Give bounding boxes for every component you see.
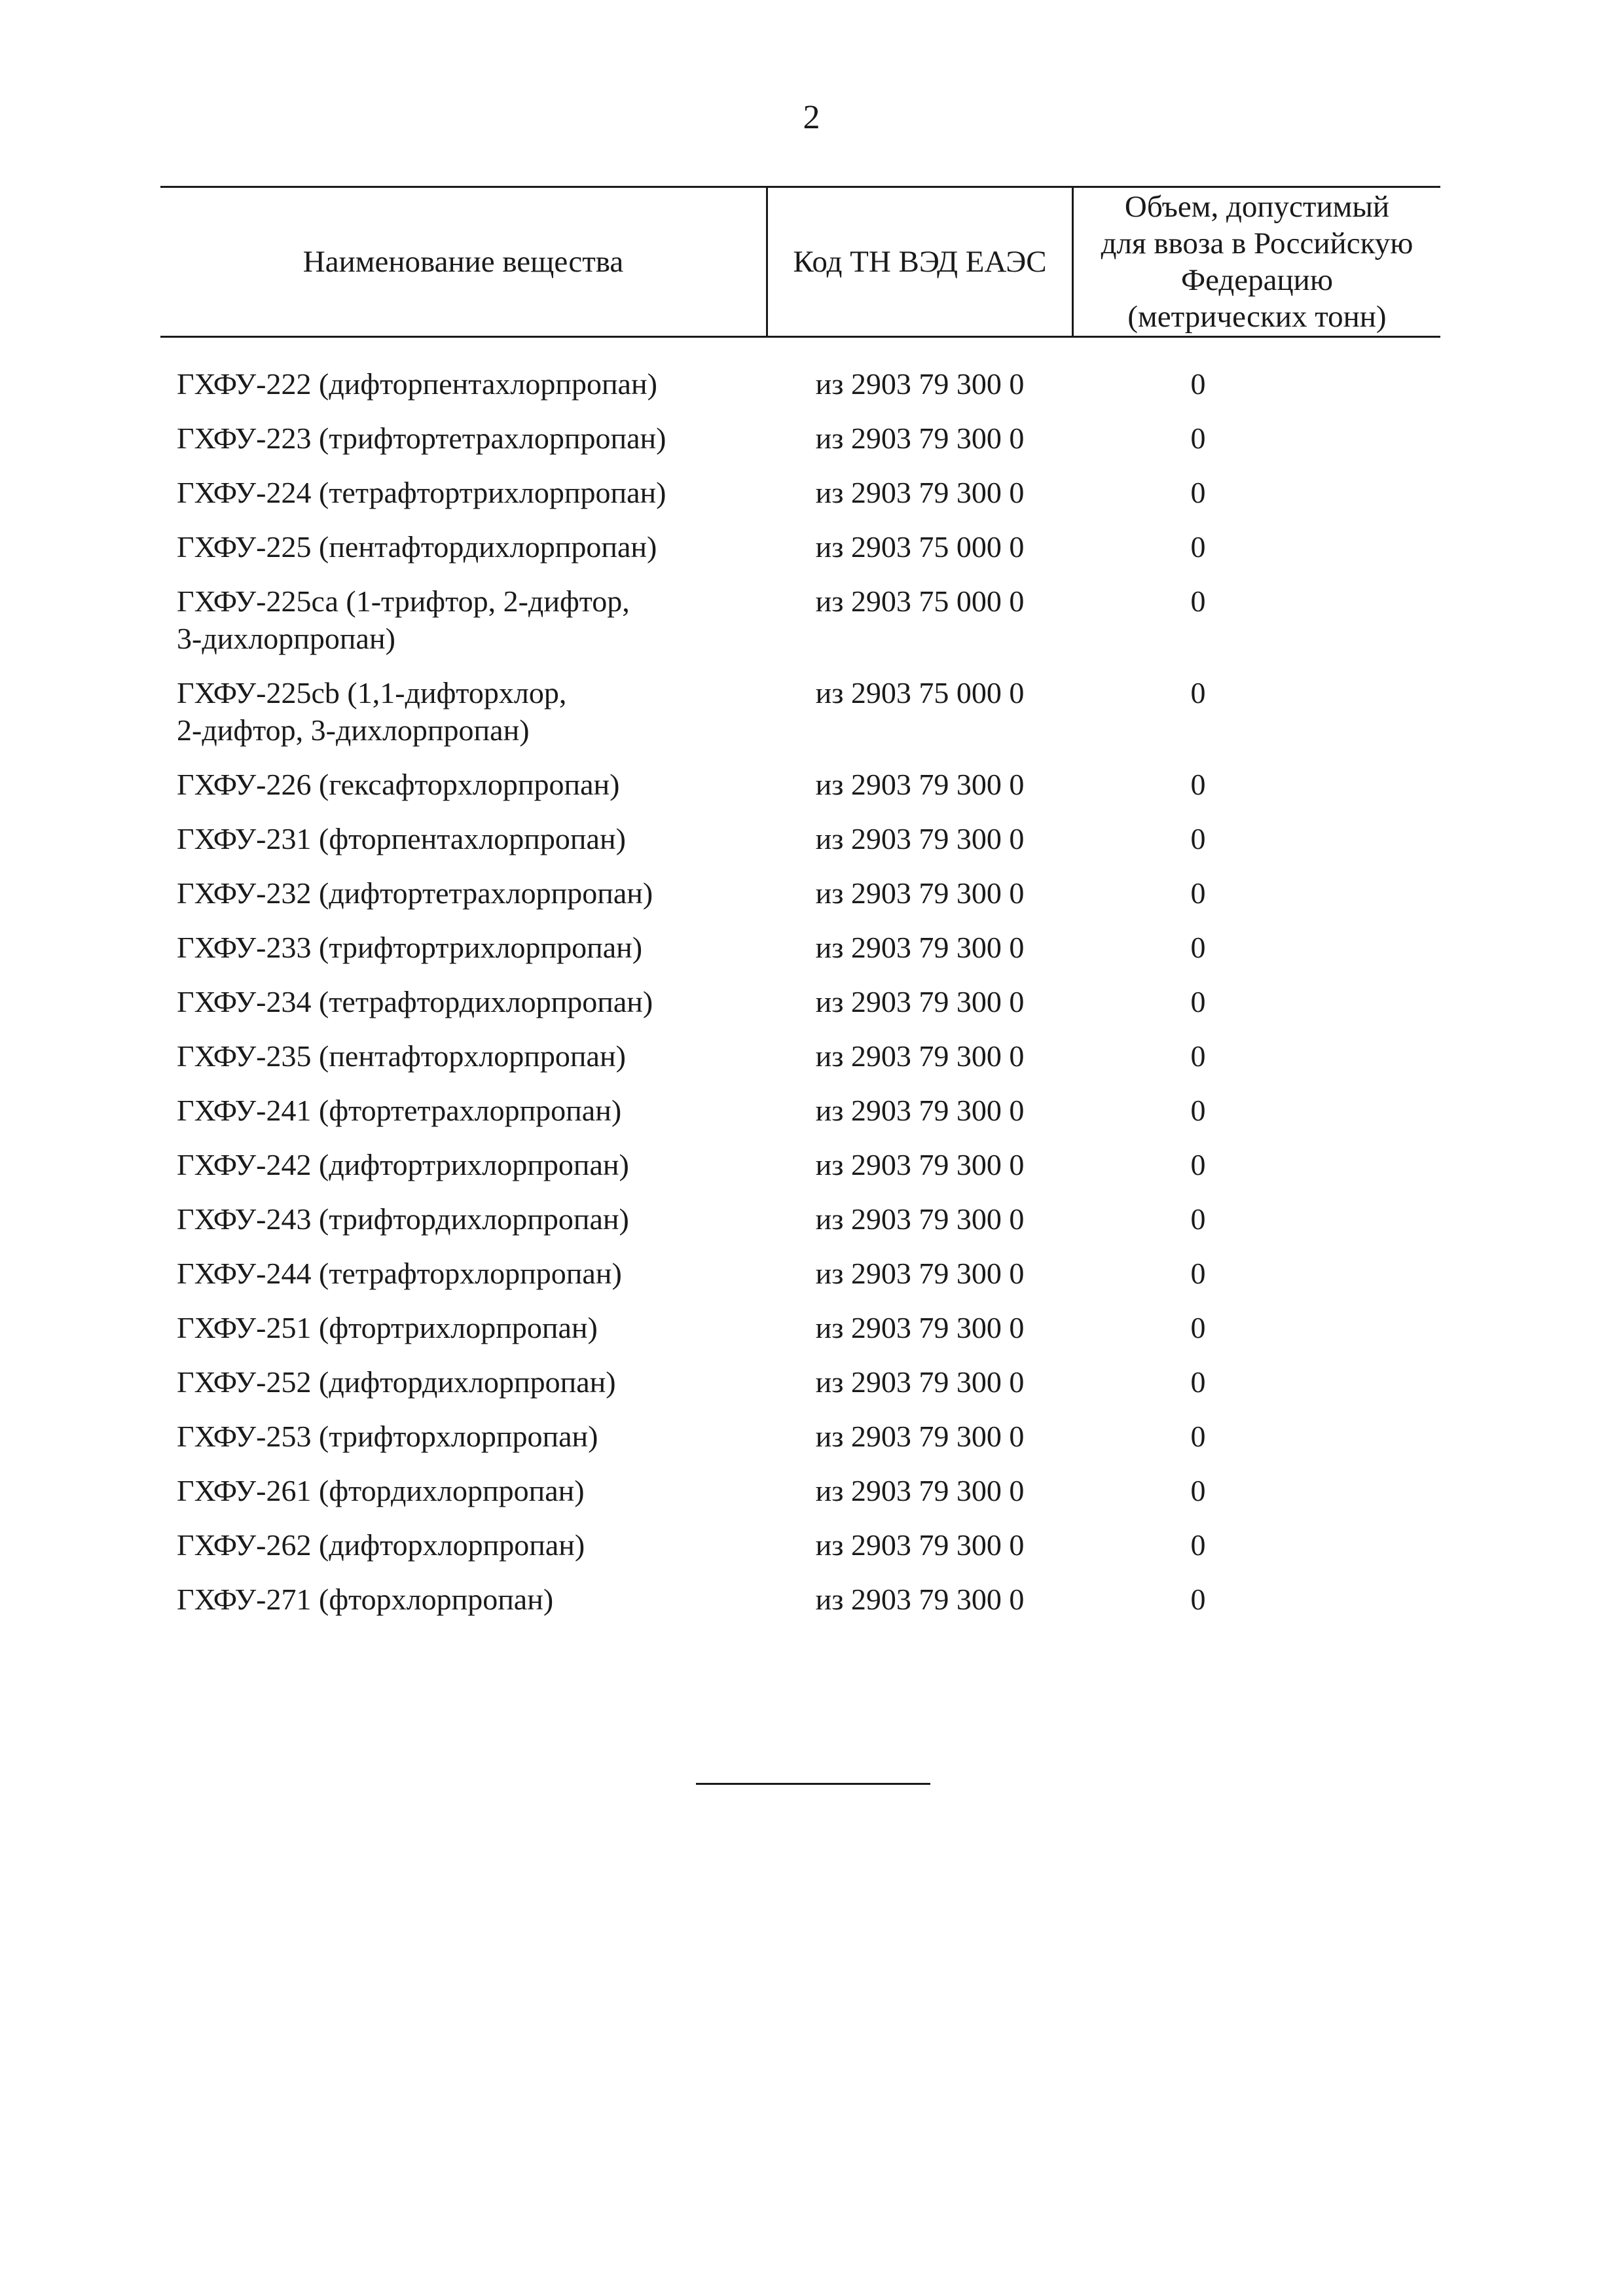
cell-customs-code: из 2903 79 300 0 bbox=[815, 1528, 1025, 1562]
cell-import-volume: 0 bbox=[1190, 1039, 1206, 1073]
header-substance-name: Наименование вещества bbox=[302, 245, 624, 279]
cell-substance-name: ГХФУ-243 (трифтордихлорпропан) bbox=[177, 1202, 629, 1236]
cell-customs-code: из 2903 79 300 0 bbox=[815, 931, 1025, 964]
table-row bbox=[160, 1146, 1440, 1183]
table-row bbox=[160, 1418, 1440, 1455]
cell-import-volume: 0 bbox=[1190, 876, 1206, 910]
table-row bbox=[160, 1255, 1440, 1292]
table-row bbox=[160, 983, 1440, 1020]
cell-substance-name: ГХФУ-271 (фторхлорпропан) bbox=[177, 1583, 554, 1616]
cell-import-volume: 0 bbox=[1190, 1202, 1206, 1236]
cell-import-volume: 0 bbox=[1190, 1094, 1206, 1127]
table-row bbox=[160, 365, 1440, 403]
cell-import-volume: 0 bbox=[1190, 530, 1206, 564]
cell-substance-name: ГХФУ-234 (тетрафтордихлорпропан) bbox=[177, 985, 653, 1018]
cell-substance-name: ГХФУ-223 (трифтортетрахлорпропан) bbox=[177, 422, 666, 455]
end-divider bbox=[696, 1783, 930, 1785]
table-row bbox=[160, 1309, 1440, 1346]
cell-customs-code: из 2903 79 300 0 bbox=[815, 1583, 1025, 1616]
table-row bbox=[160, 583, 1440, 657]
cell-customs-code: из 2903 79 300 0 bbox=[815, 1474, 1025, 1507]
cell-import-volume: 0 bbox=[1190, 422, 1206, 455]
table-row bbox=[160, 874, 1440, 912]
cell-customs-code: из 2903 75 000 0 bbox=[815, 676, 1025, 709]
cell-customs-code: из 2903 79 300 0 bbox=[815, 822, 1025, 855]
cell-customs-code: из 2903 79 300 0 bbox=[815, 1365, 1025, 1399]
cell-substance-name: ГХФУ-242 (дифтортрихлорпропан) bbox=[177, 1148, 629, 1181]
cell-import-volume: 0 bbox=[1190, 985, 1206, 1018]
cell-customs-code: из 2903 79 300 0 bbox=[815, 367, 1025, 401]
cell-customs-code: из 2903 79 300 0 bbox=[815, 1039, 1025, 1073]
cell-substance-name: ГХФУ-244 (тетрафторхлорпропан) bbox=[177, 1257, 622, 1290]
substances-table bbox=[160, 186, 1440, 1635]
cell-import-volume: 0 bbox=[1190, 584, 1206, 618]
cell-import-volume: 0 bbox=[1190, 367, 1206, 401]
table-row bbox=[160, 1363, 1440, 1401]
table-row bbox=[160, 474, 1440, 511]
cell-customs-code: из 2903 79 300 0 bbox=[815, 1202, 1025, 1236]
cell-customs-code: из 2903 79 300 0 bbox=[815, 1094, 1025, 1127]
table-row bbox=[160, 929, 1440, 966]
cell-customs-code: из 2903 75 000 0 bbox=[815, 530, 1025, 564]
cell-substance-name: ГХФУ-241 (фтортетрахлорпропан) bbox=[177, 1094, 622, 1127]
table-body bbox=[160, 338, 1440, 1618]
cell-import-volume: 0 bbox=[1190, 476, 1206, 509]
cell-substance-name: ГХФУ-225cb (1,1-дифторхлор, 2-дифтор, 3-дихлорпропан) bbox=[177, 676, 567, 747]
cell-import-volume: 0 bbox=[1190, 1365, 1206, 1399]
cell-import-volume: 0 bbox=[1190, 1528, 1206, 1562]
cell-import-volume: 0 bbox=[1190, 1474, 1206, 1507]
cell-customs-code: из 2903 75 000 0 bbox=[815, 584, 1025, 618]
table-row bbox=[160, 1472, 1440, 1509]
cell-customs-code: из 2903 79 300 0 bbox=[815, 768, 1025, 801]
cell-import-volume: 0 bbox=[1190, 1420, 1206, 1453]
cell-customs-code: из 2903 79 300 0 bbox=[815, 1311, 1025, 1344]
header-import-volume: Объем, допустимый для ввоза в Российскую Федерацию (метрических тонн) bbox=[1101, 190, 1413, 334]
table-row bbox=[160, 1200, 1440, 1238]
cell-substance-name: ГХФУ-225 (пентафтордихлорпропан) bbox=[177, 530, 657, 564]
table-row bbox=[160, 1581, 1440, 1618]
cell-customs-code: из 2903 79 300 0 bbox=[815, 876, 1025, 910]
cell-import-volume: 0 bbox=[1190, 676, 1206, 709]
cell-substance-name: ГХФУ-251 (фтортрихлорпропан) bbox=[177, 1311, 598, 1344]
table-row bbox=[160, 820, 1440, 857]
cell-import-volume: 0 bbox=[1190, 931, 1206, 964]
cell-import-volume: 0 bbox=[1190, 1311, 1206, 1344]
cell-substance-name: ГХФУ-224 (тетрафтортрихлорпропан) bbox=[177, 476, 666, 509]
cell-customs-code: из 2903 79 300 0 bbox=[815, 422, 1025, 455]
page-number: 2 bbox=[803, 99, 820, 136]
table-row bbox=[160, 674, 1440, 749]
table-row bbox=[160, 766, 1440, 803]
cell-substance-name: ГХФУ-226 (гексафторхлорпропан) bbox=[177, 768, 620, 801]
table-row bbox=[160, 1526, 1440, 1564]
cell-import-volume: 0 bbox=[1190, 1257, 1206, 1290]
cell-substance-name: ГХФУ-225са (1-трифтор, 2-дифтор, 3-дихлорпропан) bbox=[177, 584, 630, 655]
cell-customs-code: из 2903 79 300 0 bbox=[815, 1148, 1025, 1181]
cell-customs-code: из 2903 79 300 0 bbox=[815, 476, 1025, 509]
cell-import-volume: 0 bbox=[1190, 822, 1206, 855]
cell-substance-name: ГХФУ-235 (пентафторхлорпропан) bbox=[177, 1039, 626, 1073]
cell-substance-name: ГХФУ-261 (фтордихлорпропан) bbox=[177, 1474, 585, 1507]
cell-customs-code: из 2903 79 300 0 bbox=[815, 985, 1025, 1018]
table-header bbox=[160, 186, 1440, 338]
table-row bbox=[160, 1037, 1440, 1075]
header-customs-code: Код ТН ВЭД ЕАЭС bbox=[766, 188, 1074, 336]
cell-substance-name: ГХФУ-262 (дифторхлорпропан) bbox=[177, 1528, 585, 1562]
table-row bbox=[160, 420, 1440, 457]
cell-import-volume: 0 bbox=[1190, 1148, 1206, 1181]
cell-substance-name: ГХФУ-252 (дифтордихлорпропан) bbox=[177, 1365, 616, 1399]
cell-customs-code: из 2903 79 300 0 bbox=[815, 1257, 1025, 1290]
cell-substance-name: ГХФУ-231 (фторпентахлорпропан) bbox=[177, 822, 626, 855]
cell-substance-name: ГХФУ-232 (дифтортетрахлорпропан) bbox=[177, 876, 653, 910]
cell-customs-code: из 2903 79 300 0 bbox=[815, 1420, 1025, 1453]
table-row bbox=[160, 1092, 1440, 1129]
cell-import-volume: 0 bbox=[1190, 768, 1206, 801]
cell-substance-name: ГХФУ-233 (трифтортрихлорпропан) bbox=[177, 931, 643, 964]
cell-import-volume: 0 bbox=[1190, 1583, 1206, 1616]
cell-substance-name: ГХФУ-253 (трифторхлорпропан) bbox=[177, 1420, 598, 1453]
cell-substance-name: ГХФУ-222 (дифторпентахлорпропан) bbox=[177, 367, 657, 401]
table-row bbox=[160, 528, 1440, 565]
